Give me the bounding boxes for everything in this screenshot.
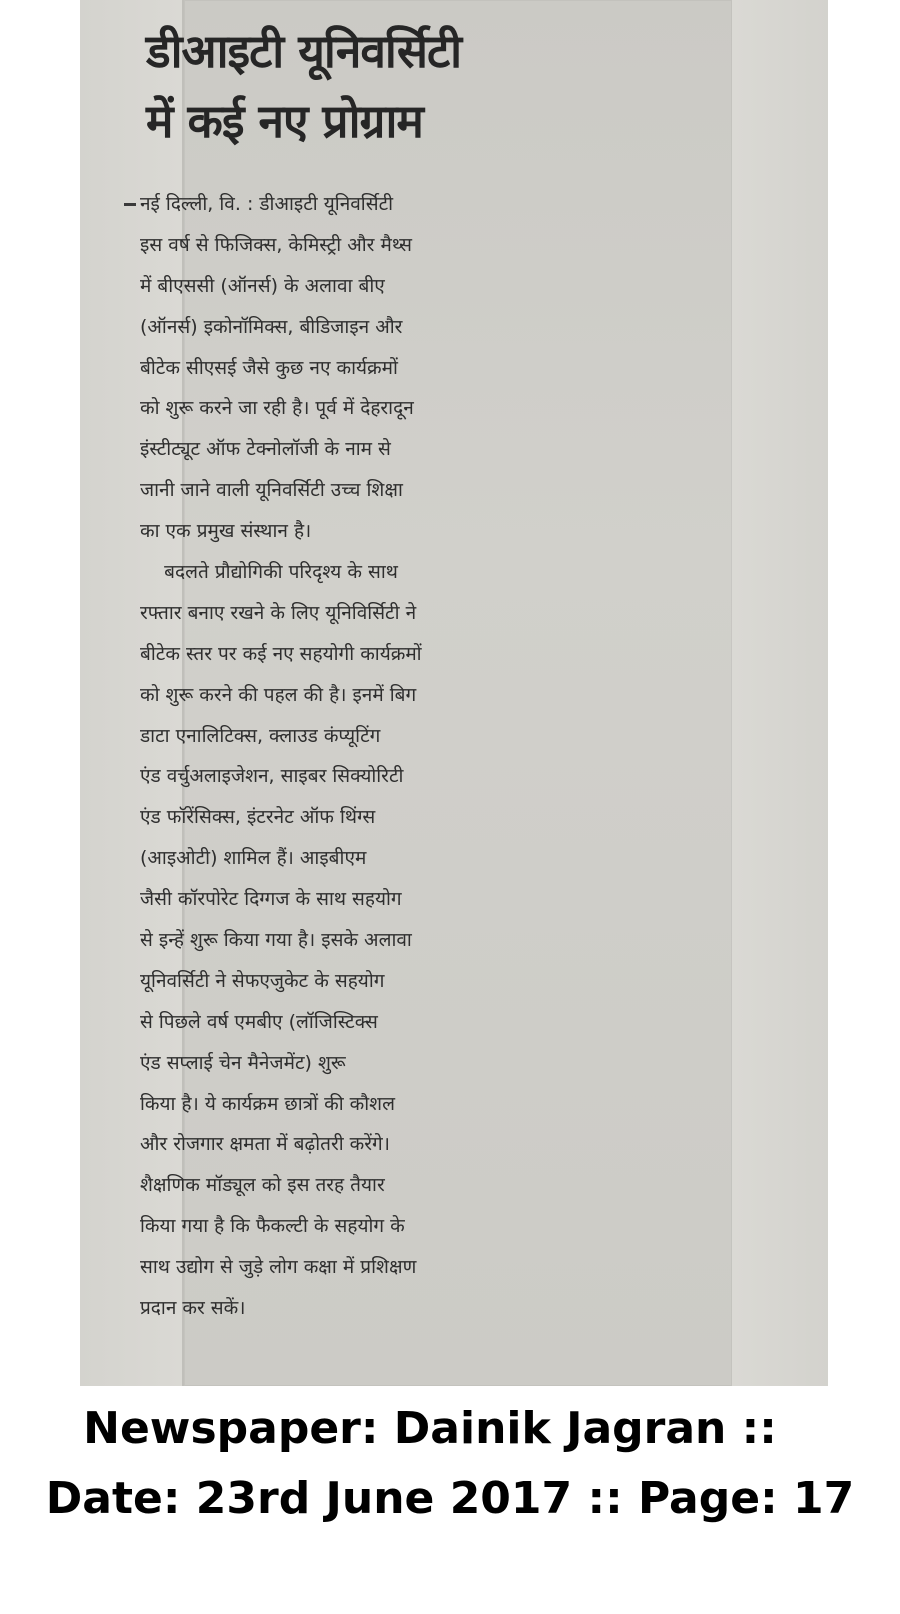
article-line: इस वर्ष से फिजिक्स, केमिस्ट्री और मैथ्स [140, 233, 413, 256]
dateline-dash [124, 203, 136, 206]
article-line: जैसी कॉरपोरेट दिग्गज के साथ सहयोग [140, 888, 402, 911]
article-line: किया गया है कि फैकल्टी के सहयोग के [140, 1215, 405, 1238]
article-line: को शुरू करने जा रही है। पूर्व में देहरादून [140, 397, 414, 420]
article-line: साथ उद्योग से जुड़े लोग कक्षा में प्रशिक्षण [140, 1256, 417, 1279]
article-line: यूनिवर्सिटी ने सेफएजुकेट के सहयोग [140, 969, 385, 992]
headline-line-2: में कई नए प्रोग्राम [146, 94, 423, 148]
article-line: (आइओटी) शामिल हैं। आइबीएम [140, 847, 367, 870]
caption-newspaper: Newspaper: Dainik Jagran :: [83, 1403, 777, 1454]
headline [146, 16, 586, 156]
article-line: बदलते प्रौद्योगिकी परिदृश्य के साथ [140, 561, 398, 584]
article-line: एंड वर्चुअलाइजेशन, साइबर सिक्योरिटी [140, 765, 404, 788]
article-line: का एक प्रमुख संस्थान है। [140, 520, 312, 543]
article-line: से पिछले वर्ष एमबीए (लॉजिस्टिक्स [140, 1010, 378, 1033]
article-line: जानी जाने वाली यूनिवर्सिटी उच्च शिक्षा [140, 479, 403, 502]
article-line: नई दिल्ली, वि. : डीआइटी यूनिवर्सिटी [140, 193, 394, 215]
article-line: एंड सप्लाई चेन मैनेजमेंट) शुरू [140, 1051, 346, 1074]
article-line: से इन्हें शुरू किया गया है। इसके अलावा [140, 929, 412, 952]
article-line: एंड फॉरेंसिक्स, इंटरनेट ऑफ थिंग्स [140, 806, 376, 829]
article-line: डाटा एनालिटिक्स, क्लाउड कंप्यूटिंग [140, 724, 381, 747]
headline-line-1: डीआइटी यूनिवर्सिटी [146, 24, 462, 78]
caption [0, 1394, 900, 1534]
article-line: रफ्तार बनाए रखने के लिए यूनिविर्सिटी ने [140, 601, 417, 624]
article-line: बीटेक स्तर पर कई नए सहयोगी कार्यक्रमों [140, 642, 422, 665]
article-line: शैक्षणिक मॉड्यूल को इस तरह तैयार [140, 1174, 385, 1197]
article-line: (ऑनर्स) इकोनॉमिक्स, बीडिजाइन और [140, 315, 403, 338]
article-body [140, 184, 555, 1329]
article-line: इंस्टीट्यूट ऑफ टेक्नोलॉजी के नाम से [140, 438, 391, 461]
article-line: प्रदान कर सकें। [140, 1297, 246, 1320]
caption-date-page: Date: 23rd June 2017 :: Page: 17 [45, 1473, 855, 1524]
article-line: में बीएससी (ऑनर्स) के अलावा बीए [140, 274, 385, 297]
article-line: को शुरू करने की पहल की है। इनमें बिग [140, 683, 417, 706]
article-line: और रोजगार क्षमता में बढ़ोतरी करेंगे। [140, 1133, 390, 1156]
article-line: किया है। ये कार्यक्रम छात्रों की कौशल [140, 1092, 395, 1115]
article-line: बीटेक सीएसई जैसे कुछ नए कार्यक्रमों [140, 356, 398, 379]
